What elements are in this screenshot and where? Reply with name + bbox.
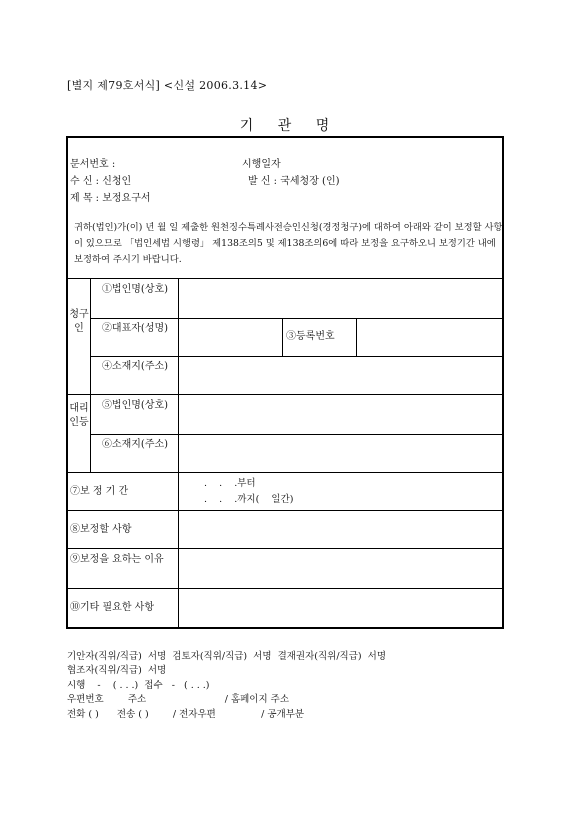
period-from: . . .부터 xyxy=(204,478,256,489)
request-paragraph: 귀하(법인)가(이) 년 월 일 제출한 원천징수특례사전승인신청(경정청구)에 대하여 아래와 같이 보정할 사항이 있으므로 「법인세법 시행령」 제138조의5 및 제138조의6에 따라 보정을 요구하오니 보정기간 내에 보정하여 주시기 바랍니다. xyxy=(74,222,503,265)
rule xyxy=(90,278,91,472)
doc-number-label: 문서번호 : xyxy=(70,159,116,170)
rule xyxy=(68,278,502,279)
correction-request-form xyxy=(66,136,504,629)
rule xyxy=(68,472,502,473)
form-number: [별지 제79호서식] <신설 2006.3.14> xyxy=(67,79,268,92)
footer-exec-receipt: 시행 - ( . . .) 접수 - ( . . .) xyxy=(67,680,210,691)
reason-label: ⑨보정을 요하는 이유 xyxy=(70,554,164,565)
rep-name-label: ②대표자(성명) xyxy=(101,323,169,334)
footer-signers: 기안자(직위/직급) 서명 검토자(직위/직급) 서명 결재권자(직위/직급) 서명 xyxy=(67,651,386,662)
agent-address-label: ⑥소재지(주소) xyxy=(101,439,169,450)
rule xyxy=(68,510,502,511)
applicant-group-label xyxy=(68,308,90,336)
rule xyxy=(90,318,502,319)
rule xyxy=(178,278,179,629)
agent-corp-name-label: ⑤법인명(상호) xyxy=(101,400,169,411)
agency-title: 기 관 명 xyxy=(239,118,340,134)
items-label: ⑧보정할 사항 xyxy=(70,524,132,535)
agent-group-label xyxy=(68,402,90,430)
footer-address: 우편번호 주소 / 홈페이지 주소 xyxy=(67,694,290,705)
subject-line: 제 목 : 보정요구서 xyxy=(70,193,151,204)
applicant-group-text: 청구인 xyxy=(69,309,89,334)
rule xyxy=(90,434,502,435)
reg-no-label: ③등록번호 xyxy=(286,331,335,342)
sender-line: 발 신 : 국세청장 (인) xyxy=(248,176,340,187)
rule xyxy=(356,318,357,356)
address-label: ④소재지(주소) xyxy=(101,361,169,372)
exec-date-label: 시행일자 xyxy=(242,159,281,170)
period-label: ⑦보 정 기 간 xyxy=(70,486,129,497)
footer-cooperator: 협조자(직위/직급) 서명 xyxy=(67,665,167,676)
period-to: . . .까지( 일간) xyxy=(204,494,294,505)
corp-name-label: ①법인명(상호) xyxy=(101,284,169,295)
other-label: ⑩기타 필요한 사항 xyxy=(70,602,154,613)
footer-contact: 전화 ( ) 전송 ( ) / 전자우편 / 공개부분 xyxy=(67,709,305,720)
recipient-line: 수 신 : 신청인 xyxy=(70,176,132,187)
agent-group-text: 대리인등 xyxy=(69,403,89,428)
rule xyxy=(68,588,502,589)
rule xyxy=(68,548,502,549)
rule xyxy=(68,394,502,395)
rule xyxy=(282,318,283,356)
rule xyxy=(90,356,502,357)
